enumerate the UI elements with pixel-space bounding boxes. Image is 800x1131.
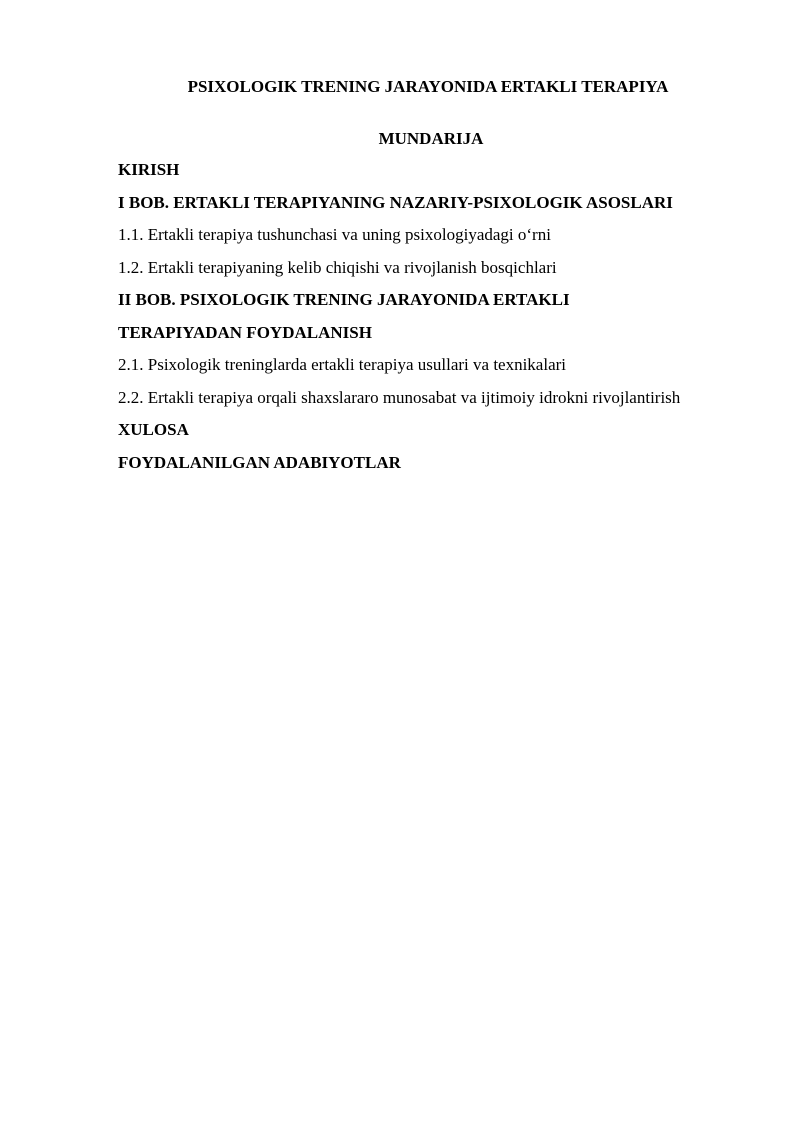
toc-entry-chapter-2-line-1: II BOB. PSIXOLOGIK TRENING JARAYONIDA ERTAKLI <box>118 290 570 309</box>
toc-entry-introduction: KIRISH <box>118 160 180 179</box>
toc-entry-chapter-2-line-2: TERAPIYADAN FOYDALANISH <box>118 322 372 342</box>
toc-heading: MUNDARIJA <box>378 129 484 148</box>
toc-entry-references: FOYDALANILGAN ADABIYOTLAR <box>118 452 401 472</box>
table-of-contents <box>118 159 778 484</box>
toc-entry-section-2-1: 2.1. Psixologik treninglarda ertakli terapiya usullari va texnikalari <box>118 355 567 374</box>
document-title: PSIXOLOGIK TRENING JARAYONIDA ERTAKLI TERAPIYA <box>187 77 669 96</box>
toc-entry-section-1-2: 1.2. Ertakli terapiyaning kelib chiqishi va rivojlanish bosqichlari <box>118 257 557 277</box>
toc-entry-section-1-1: 1.1. Ertakli terapiya tushunchasi va uning psixologiyadagi o‘rni <box>118 225 551 244</box>
toc-entry-section-2-2: 2.2. Ertakli terapiya orqali shaxslararo munosabat va ijtimoiy idrokni rivojlantirish <box>118 387 681 407</box>
toc-entry-conclusion: XULOSA <box>118 420 189 439</box>
toc-entry-chapter-1: I BOB. ERTAKLI TERAPIYANING NAZARIY-PSIXOLOGIK ASOSLARI <box>118 192 673 212</box>
